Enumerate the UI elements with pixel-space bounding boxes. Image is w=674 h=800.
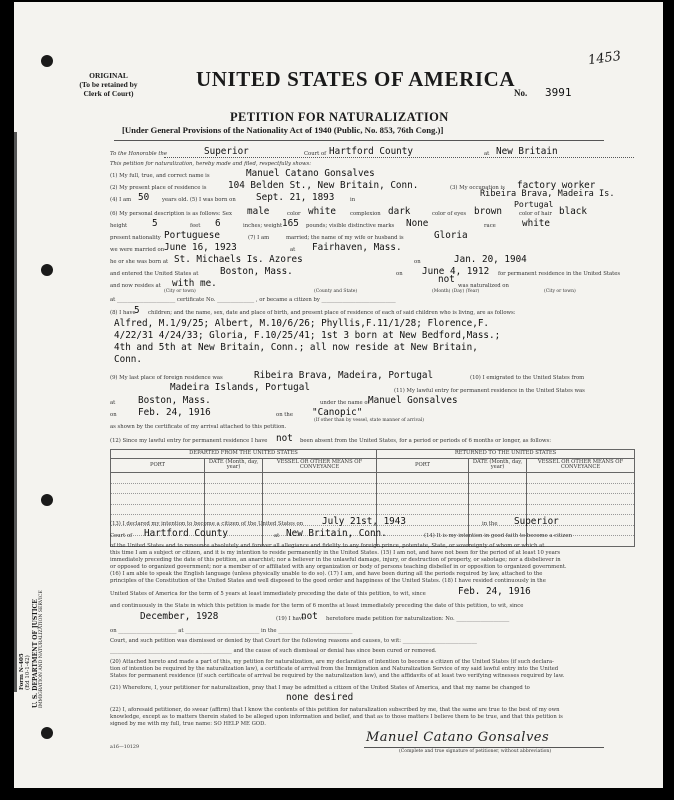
side-service: IMMIGRATION AND NATURALIZATION SERVICE bbox=[39, 590, 44, 708]
children-line-4: Conn. bbox=[114, 354, 142, 365]
item20-line-2: tion of intention be required by the naturalization law), a certificate of arrival from the Immigration and Naturalization Service of my said lawful entry into the United bbox=[110, 666, 559, 672]
emigrated-from: Madeira Islands, Portugal bbox=[170, 382, 310, 393]
petition-title: PETITION FOR NATURALIZATION bbox=[230, 110, 449, 124]
children-line-3: 4th and 5th at New Britain, Conn.; all now reside at New Britain, bbox=[114, 342, 478, 353]
arrival-certificate-text: as shown by the certificate of my arrival attached to this petition. bbox=[110, 424, 287, 430]
caption-date: (Month) (Day) (Year) bbox=[432, 289, 480, 294]
petition-no-value: 3991 bbox=[545, 86, 572, 99]
weight-label: inches; weight bbox=[243, 223, 283, 229]
punch-hole bbox=[41, 264, 53, 276]
declaration-date: July 21st, 1943 bbox=[322, 516, 406, 527]
vessel-caption: (If other than by vessel, state manner of arrival) bbox=[314, 418, 424, 423]
spouse-birthdate: Jan. 20, 1904 bbox=[454, 254, 527, 265]
col-port: PORT bbox=[111, 458, 205, 472]
certificate-line: at ______________________ certificate No. ______________ , or became a citizen by ____________________________ bbox=[110, 297, 396, 303]
form-code: a16—10129 bbox=[110, 745, 140, 750]
entry-port: Boston, Mass. bbox=[138, 395, 211, 406]
birth-in-label: in bbox=[350, 197, 356, 203]
married-label: married; the name of my wife or husband is bbox=[286, 235, 404, 241]
court-at-label: at bbox=[484, 151, 490, 157]
item2-label: (2) My present place of residence is bbox=[110, 185, 207, 191]
entry-date: Feb. 24, 1916 bbox=[138, 407, 211, 418]
binding-bar bbox=[14, 132, 17, 692]
returned-table bbox=[376, 449, 635, 547]
color: white bbox=[308, 206, 336, 217]
hair-color: black bbox=[559, 206, 587, 217]
item4-label: (4) I am bbox=[110, 197, 132, 203]
oath-line-6: principles of the Constitution of the United States and well disposed to the good order and happiness of the United States. (18) I have resided continuously in the bbox=[110, 578, 546, 584]
item19-not: not bbox=[301, 611, 318, 622]
item6-label: (6) My personal description is as follows: Sex bbox=[110, 211, 232, 217]
complexion: dark bbox=[388, 206, 411, 217]
children-line-2: 4/22/31 4/24/33; Gloria, F.10/25/41; 1st 3 born at New Bedford,Mass.; bbox=[114, 330, 501, 341]
declaration-court: Superior bbox=[514, 516, 559, 527]
court-name: Hartford County bbox=[329, 146, 413, 157]
declaration-court-label: Court of bbox=[110, 533, 133, 539]
nationality: Portuguese bbox=[164, 230, 220, 241]
item19-rest: heretofore made petition for naturalization: No. ____________________ bbox=[326, 616, 510, 622]
foreign-residence: Ribeira Brava, Madeira, Portugal bbox=[254, 370, 434, 381]
race-label: race bbox=[484, 223, 496, 229]
height-feet: 5 bbox=[152, 218, 158, 229]
marriage-date: June 16, 1923 bbox=[164, 242, 237, 253]
original-line2: Clerk of Court) bbox=[83, 89, 134, 98]
spouse-resides: with me. bbox=[172, 278, 217, 289]
original-line1: (To be retained by bbox=[79, 80, 138, 89]
item12-label: (12) Since my lawful entry for permanent residence I have bbox=[110, 438, 268, 444]
lawful-entry-label: (11) My lawful entry for permanent residence in the United States was bbox=[394, 388, 585, 394]
name-change: none desired bbox=[286, 692, 354, 703]
spouse-not-naturalized: not bbox=[438, 274, 455, 285]
spouse-resides-label: and now resides at bbox=[110, 283, 161, 289]
sex: male bbox=[247, 206, 270, 217]
eyes-label: color of eyes bbox=[432, 211, 467, 217]
item22-line-2: knowledge, except as to matters therein stated to be alleged upon information and belief, and that as to those matters I believe them to be true, and that this petition is bbox=[110, 714, 563, 720]
hair-label: color of hair bbox=[519, 211, 552, 217]
item12-rest: been absent from the United States, for a period or periods of 6 months or longer, as follows: bbox=[300, 438, 551, 444]
item21-text: (21) Wherefore, I, your petitioner for naturalization, pray that I may be admitted a citizen of the United States of America, and that my name be changed to bbox=[110, 685, 530, 691]
declaration-in-label: in the bbox=[482, 521, 498, 527]
petitioner-signature: Manuel Catano Gonsalves bbox=[366, 730, 550, 745]
complexion-label: complexion bbox=[350, 211, 381, 217]
color-label: color bbox=[287, 211, 301, 217]
petition-no-label: No. bbox=[514, 88, 528, 98]
item14-text: (14) It is my intention in good faith to become a citizen bbox=[424, 533, 572, 539]
residence-since: Feb. 24, 1916 bbox=[458, 586, 531, 597]
item18-text: United States of America for the term of 5 years at least immediately preceding the date of this petition, to wit, since bbox=[110, 591, 426, 597]
item19-line2: on ______________________ at ____________________________ in the ____________________________ bbox=[110, 628, 353, 634]
item19-line4: ______________________________________________ and the cause of such dismissal or denial has since been cured or removed. bbox=[110, 648, 437, 654]
item22-line-1: (22) I, aforesaid petitioner, do swear (affirm) that I know the contents of this petition for naturalization subscribed by me, that the same are true to the best of my own bbox=[110, 707, 560, 713]
signature-line bbox=[364, 747, 604, 748]
item20-line-3: States for permanent residence (if such certificate of arrival be required by the naturalization law), and the affidavits of at least two verifying witnesses required by law. bbox=[110, 673, 565, 679]
header-divider bbox=[114, 140, 604, 141]
spouse-entry-on-label: on bbox=[396, 271, 403, 277]
returned-title: RETURNED TO THE UNITED STATES bbox=[377, 450, 635, 459]
state-residence-since: December, 1928 bbox=[140, 611, 219, 622]
birth-country: Portugal bbox=[514, 199, 554, 209]
emigrated-label: (10) I emigrated to the United States from bbox=[470, 375, 585, 381]
item1-label: (1) My full, true, and correct name is bbox=[110, 173, 210, 179]
entry-on-label: on bbox=[110, 412, 117, 418]
naturalized-label: was naturalized on bbox=[458, 283, 509, 289]
entry-at-label: at bbox=[110, 400, 116, 406]
spouse-entry-date: June 4, 1912 bbox=[422, 266, 490, 277]
declaration-city: New Britain, Conn. bbox=[286, 528, 387, 539]
oath-line-3: immediately preceding the date of this petition, an anarchist; nor a believer in the unlawful damage, injury, or destruction of property, or sabotage; nor a disbeliever in bbox=[110, 557, 561, 563]
marriage-at-label: at bbox=[290, 247, 296, 253]
spouse-entry-port: Boston, Mass. bbox=[220, 266, 293, 277]
entry-name: Manuel Gonsalves bbox=[368, 395, 458, 406]
vessel-label: on the bbox=[276, 412, 293, 418]
corner-number: 1453 bbox=[587, 48, 622, 69]
birth-place: Ribeira Brava, Madeira Is. bbox=[480, 189, 615, 199]
occupation: factory worker bbox=[517, 180, 596, 191]
col-vessel: VESSEL OR OTHER MEANS OF CONVEYANCE bbox=[527, 458, 635, 472]
punch-hole bbox=[41, 494, 53, 506]
item20-line-1: (20) Attached hereto and made a part of this, my petition for naturalization, are my declaration of intention to become a citizen of the United States (if such declara- bbox=[110, 659, 554, 665]
form-subtitle: [Under General Provisions of the Nationality Act of 1940 (Public, No. 853, 76th Cong.)] bbox=[122, 125, 444, 135]
marks-label: pounds; visible distinctive marks bbox=[306, 223, 395, 229]
children-label: children; and the name, sex, date and place of birth, and present place of residence of each of said children who is living, are as follows: bbox=[148, 310, 516, 316]
punch-hole bbox=[41, 727, 53, 739]
foreign-residence-label: (9) My last place of foreign residence was bbox=[110, 375, 223, 381]
age: 50 bbox=[138, 192, 150, 203]
petition-page bbox=[14, 2, 663, 788]
col-vessel: VESSEL OR OTHER MEANS OF CONVEYANCE bbox=[263, 458, 377, 472]
item18-text2: and continuously in the State in which this petition is made for the term of 6 months at least immediately preceding the date of this petition, to wit, since bbox=[110, 603, 524, 609]
signature-caption: (Complete and true signature of petitioner, without abbreviation) bbox=[399, 749, 552, 754]
court-type: Superior bbox=[204, 146, 249, 157]
height-inches: 6 bbox=[215, 218, 221, 229]
residence: 104 Belden St., New Britain, Conn. bbox=[228, 180, 419, 191]
vessel-name: "Canopic" bbox=[312, 407, 363, 418]
side-department: U. S. DEPARTMENT OF JUSTICE bbox=[32, 599, 39, 708]
col-date: DATE (Month, day, year) bbox=[205, 458, 263, 472]
occupation-label: (3) My occupation is bbox=[450, 185, 505, 191]
feet-label: feet bbox=[190, 223, 201, 229]
weight: 165 bbox=[282, 218, 299, 229]
spouse-entered-label: and entered the United States at bbox=[110, 271, 199, 277]
children-prefix: (8) I have bbox=[110, 310, 136, 316]
caption-county: (County and State) bbox=[314, 289, 358, 294]
race: white bbox=[522, 218, 550, 229]
distinctive-marks: None bbox=[406, 218, 429, 229]
birth-date: Sept. 21, 1893 bbox=[256, 192, 335, 203]
spouse-name: Gloria bbox=[434, 230, 468, 241]
spouse-born-label: he or she was born at bbox=[110, 259, 169, 265]
nationality-label: present nationality bbox=[110, 235, 161, 241]
children-count: 5 bbox=[134, 305, 140, 316]
age-label: years old. (5) I was born on bbox=[162, 197, 236, 203]
marriage-place: Fairhaven, Mass. bbox=[312, 242, 402, 253]
court-location: New Britain bbox=[496, 146, 558, 157]
married-on-label: we were married on bbox=[110, 247, 165, 253]
full-name: Manuel Catano Gonsalves bbox=[246, 168, 375, 179]
children-line-1: Alfred, M.1/9/25; Albert, M.10/6/26; Phyllis,F.11/1/28; Florence,F. bbox=[114, 318, 490, 329]
declaration-at-label: at bbox=[274, 533, 280, 539]
eye-color: brown bbox=[474, 206, 502, 217]
spouse-on-label: on bbox=[414, 259, 421, 265]
oath-line-4: or opposed to organized government; nor a member of or affiliated with any organization or body of persons teaching disbelief in or opposition to organized government. bbox=[110, 564, 567, 570]
col-date: DATE (Month, day, year) bbox=[469, 458, 527, 472]
oath-line-5: (16) I am able to speak the English language (unless physically unable to do so). (17) I am, and have been during all the periods required by law, attached to the bbox=[110, 571, 543, 577]
oath-line-1: of the United States and to renounce absolutely and forever all allegiance and fidelity to any foreign prince, potentate, State, or sovereignty of whom or which at bbox=[110, 543, 545, 549]
caption-city: (City or town) bbox=[164, 289, 196, 294]
item13-label: (13) I declared my intention to become a citizen of the United States on bbox=[110, 521, 304, 527]
height-label: height bbox=[110, 223, 128, 229]
document-title: UNITED STATES OF AMERICA bbox=[196, 67, 516, 91]
side-form-edition: (Ed 10-1-42) bbox=[25, 655, 31, 690]
departed-title: DEPARTED FROM THE UNITED STATES bbox=[111, 450, 377, 459]
court-of-label: Court of bbox=[304, 151, 327, 157]
court-intro: This petition for naturalization, hereby made and filed, respectfully shows: bbox=[110, 161, 312, 167]
spouse-birthplace: St. Michaels Is. Azores bbox=[174, 254, 303, 265]
declaration-county: Hartford County bbox=[144, 528, 228, 539]
oath-line-2: this time I am a subject or citizen, and it is my intention to reside permanently in the United States. (15) I am not, and have not been for the period of at least 10 years bbox=[110, 550, 561, 556]
court-to-label: To the Honorable the bbox=[110, 151, 168, 157]
item19-label: (19) I have bbox=[276, 616, 306, 622]
entry-name-label: under the name of bbox=[320, 400, 370, 406]
caption-city2: (City or town) bbox=[544, 289, 576, 294]
item19-line3: Court, and such petition was dismissed or denied by that Court for the following reasons and causes, to wit: ____________________________ bbox=[110, 638, 477, 644]
spouse-perm-label: for permanent residence in the United States bbox=[498, 271, 621, 277]
court-rule bbox=[164, 157, 634, 158]
item22-line-3: signed by me with my full, true name: SO HELP ME GOD. bbox=[110, 721, 266, 727]
item7-label: (7) I am bbox=[248, 235, 270, 241]
item12-not: not bbox=[276, 433, 293, 444]
punch-hole bbox=[41, 55, 53, 67]
side-form-number: Form N-405 bbox=[19, 653, 25, 690]
original-title: ORIGINAL bbox=[89, 71, 128, 80]
col-port: PORT bbox=[377, 458, 469, 472]
